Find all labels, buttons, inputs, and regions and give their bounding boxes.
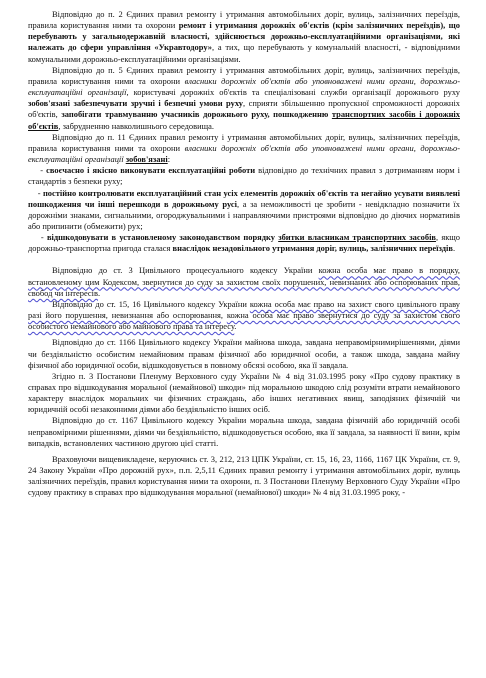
paragraph-text: .	[234, 321, 237, 332]
paragraph-rule-2	[28, 9, 460, 65]
bold-text: ремонт і утримання дорожніх об'єктів (крім залізничних переїздів), що перебувають у загальнодержавній власності, здійснюється дорожньо-експлуатаційними організаціями, які належать до сфери управління «Укравтодору»	[28, 20, 461, 53]
paragraph-text: , забрудненню навколишнього середовища.	[58, 120, 214, 131]
bold-text: внаслідок незадовільного утримання доріг, вулиць, залізничних переїздів	[172, 243, 453, 254]
paragraph-cpc-art-3	[28, 265, 460, 298]
paragraph-text: Відповідно до п. 11 Єдиних правил ремонту і утримання автомобільних доріг, вулиць, залізничних переїздів, правила користування ними та охорони	[28, 131, 460, 153]
italic-text: власники дорожніх об'єктів або уповноважені ними органи, дорожньо-експлуатаційні організації	[28, 142, 461, 165]
paragraph-rule-5	[28, 65, 460, 132]
bold-text: запобігати травмуванню учасників дорожнього руху, пошкодженню	[61, 109, 332, 120]
underlined-text: збитки власникам транспортних засобів	[278, 232, 436, 243]
paragraph-text: , а за неможливості це зробити - невідкладно позначити їх дорожніми знаками, сигнальними, огороджувальними і направляючими пристроями відповідно до діючих нормативів або припинити (обмежити) рух;	[28, 198, 460, 231]
bold-text: постійно контролювати експлуатаційний стан усіх елементів дорожніх об'єктів та негайно усувати виявлені пошкодження чи інші перешкоди в дорожньому русі	[28, 187, 461, 209]
paragraph-text: Відповідно до п. 2 Єдиних правил ремонту і утримання автомобільних доріг, вулиць, залізничних переїздів, правила користування ними та охорони	[28, 9, 460, 31]
paragraph-text: Відповідно до ст. 15, 16 Цивільного кодексу України	[52, 298, 250, 309]
bullet-dash: -	[40, 165, 47, 176]
spellcheck-underlined-text: кожна особа має право на захист свого цивільного праву разі його порушення, невизнання або оспорювання	[28, 298, 460, 321]
spellcheck-underlined-text: кожна особа має право звернутися до суду за захистом свого особистого немайнового або майнового права та інтересу	[28, 310, 460, 332]
bullet-dash: -	[37, 187, 43, 198]
paragraph-conclusion: Враховуючи вищевикладене, керуючись ст. 3, 212, 213 ЦПК України, ст. 15, 16, 23, 1166, 1167 ЦК України, ст. 9, 24 Закону України «Про дорожній рух», п.п. 2,5,11 Єдиних правил ремонту і утримання автомобільних доріг, вулиць залізничних переїздів, правил користування ними та охорони, п. 3 Постанови Пленуму Верховного Суду України «Про судову практику в справах про відшкодування моральної (немайнової) шкоди» № 4 від 31.03.1995 року, -	[28, 453, 460, 498]
paragraph-cc-art-15-16	[28, 299, 460, 332]
bullet-item-2	[28, 188, 460, 233]
underlined-text: транспортних засобів і дорожніх об'єктів	[28, 109, 460, 131]
bold-text: відшкодовувати в установленому законодавством порядку	[46, 232, 279, 243]
bullet-item-1	[28, 165, 460, 187]
paragraph-text: , користувачі дорожніх об'єктів та спеціалізовані служби організації дорожнього руху	[126, 87, 460, 98]
paragraph-plenum-resolution: Згідно п. 3 Постанови Пленуму Верховного суду України № 4 від 31.03.1995 року «Про судову практику в справах про відшкодування моральної (немайнової) шкоди» під моральною шкодою слід розуміти втрати немайнового характеру внаслідок моральних чи фізичних страждань, або інших негативних явищ, заподіяних фізичній чи юридичній особі незаконними діями або бездіяльністю інших осіб.	[28, 370, 460, 415]
paragraph-text: .	[452, 243, 456, 254]
paragraph-rule-11	[28, 132, 460, 165]
bold-text: зобов'язані забезпечувати зручні і безпечні умови руху	[28, 98, 243, 109]
paragraph-text: .	[97, 287, 101, 298]
paragraph-text: , якщо дорожньо-транспортна пригода сталася	[28, 232, 461, 254]
paragraph-text: Відповідно до п. 5 Єдиних правил ремонту і утримання автомобільних доріг, вулиць, залізничних переїздів, правила користування ними та охорони	[28, 64, 460, 86]
paragraph-gap	[28, 254, 460, 265]
spellcheck-underlined-text: кожна особа має право в порядку, встановленому цим Кодексом, звернутися до суду за захистом своїх порушених, невизнаних або оспорюваних прав, свобод чи інтересів	[28, 265, 461, 298]
italic-text: власники дорожніх об'єктів або уповноважені ними органи, дорожньо-експлуатаційні організації	[28, 75, 461, 98]
paragraph-cc-art-1167: Відповідно до ст. 1167 Цивільного кодексу України моральна шкода, завдана фізичній або юридичній особі неправомірними рішеннями, діями чи бездіяльністю, відшкодовується особою, яка її завдала, за наявності її вини, крім випадків, встановлених частиною другою цієї статті.	[28, 415, 460, 448]
bullet-item-3	[28, 232, 460, 254]
paragraph-text: ,	[220, 310, 227, 321]
underlined-text: зобов'язані	[125, 154, 168, 165]
paragraph-text: :	[167, 154, 171, 165]
bold-text: своєчасно і якісно виконувати експлуатаційні роботи	[46, 165, 256, 176]
paragraph-text: Відповідно до ст. 3 Цивільного процесуального кодексу України	[52, 265, 319, 276]
paragraph-cc-art-1166: Відповідно до ст. 1166 Цивільного кодексу України майнова шкода, завдана неправомірнимирішеннями, діями чи бездіяльністю особистим немайновим правам фізичної або юридичної особи, а також шкода, завдана майну фізичної або юридичної особи, відшкодовується в повному обсязі особою, яка її завдала.	[28, 337, 460, 370]
paragraph-text: , а тих, що перебувають у комунальній власності, - відповідними комунальними дорожньо-експлуатаційними організаціями.	[28, 42, 460, 64]
bullet-dash: -	[40, 232, 47, 243]
bold-underlined-text	[278, 232, 436, 242]
bold-underlined-text	[125, 154, 171, 165]
paragraph-text: відповідно до технічних правил з дотриманням норм і стандартів з безпеки руху;	[28, 165, 460, 187]
paragraph-text: , сприяти збільшенню пропускної спроможності дорожніх об'єктів,	[28, 98, 461, 120]
